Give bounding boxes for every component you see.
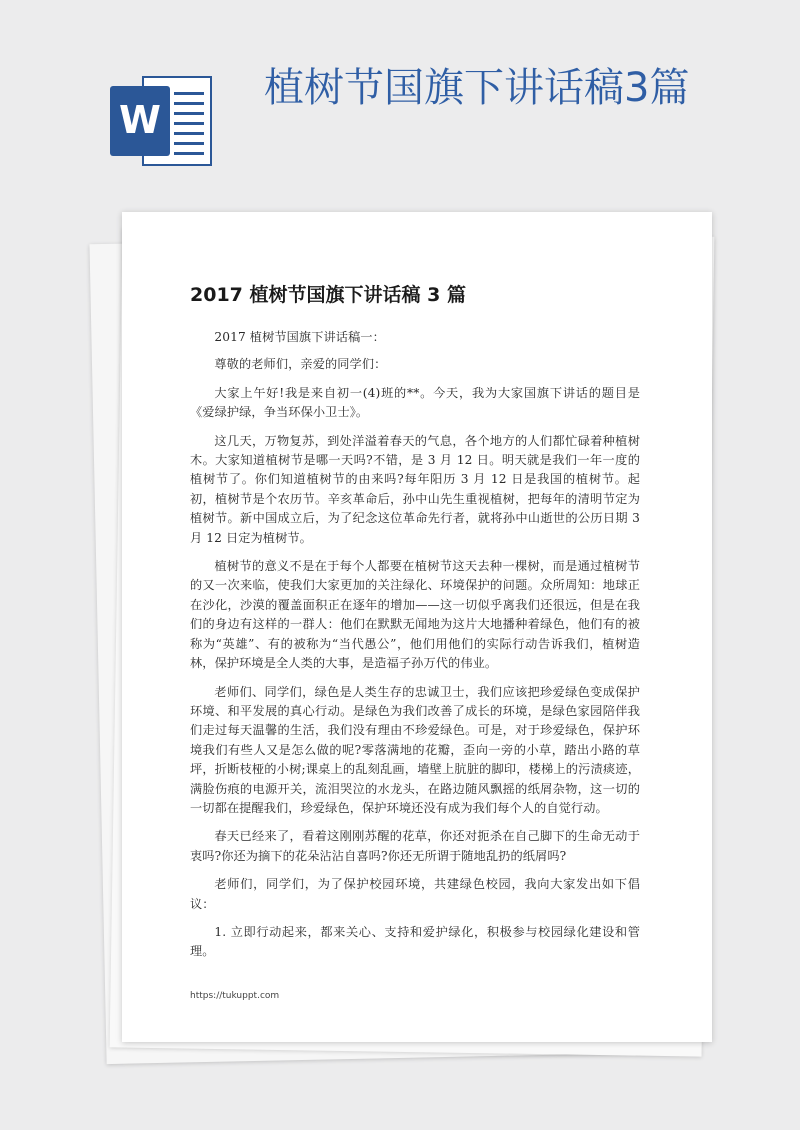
header bbox=[0, 0, 800, 200]
word-logo-letter: W bbox=[119, 98, 161, 142]
paragraph: 这几天，万物复苏，到处洋溢着春天的气息，各个地方的人们都忙碌着种植树木。大家知道植树节是哪一天吗?不错，是 3 月 12 日。明天就是我们一年一度的植树节了。你们知道植树节的由来吗?每年阳历 3 月 12 日是我国的植树节。起初，植树节是个农历节。辛亥革命后，孙中山先生重视植树，把每年的清明节定为植树节。新中国成立后，为了纪念这位革命先行者，就将孙中山逝世的公历日期 3 月 12 日定为植树节。 bbox=[190, 433, 640, 545]
document-body bbox=[190, 328, 640, 971]
paragraph: 1. 立即行动起来，都来关心、支持和爱护绿化，积极参与校园绿化建设和管理。 bbox=[190, 924, 640, 959]
paragraph: 老师们、同学们，绿色是人类生存的忠诚卫士，我们应该把珍爱绿色变成保护环境、和平发展的真心行动。是绿色为我们改善了成长的环境，是绿色家园陪伴我们走过每天温馨的生活，我们没有理由不珍爱绿色。可是，对于珍爱绿色，保护环境我们有些人又是怎么做的呢?零落满地的花瓣，歪向一旁的小草，踏出小路的草坪，折断枝桠的小树;课桌上的乱刻乱画，墙壁上肮脏的脚印，楼梯上的污渍痰迹，满脸伤痕的电源开关，流泪哭泣的水龙头，在路边随风飘摇的纸屑杂物，这一切的一切都在提醒我们，珍爱绿色，保护环境还没有成为我们每个人的自觉行动。 bbox=[190, 684, 640, 815]
paragraph: 春天已经来了，看着这刚刚苏醒的花草，你还对扼杀在自己脚下的生命无动于衷吗?你还为摘下的花朵沾沾自喜吗?你还无所谓于随地乱扔的纸屑吗? bbox=[190, 829, 640, 863]
paragraph: 植树节的意义不是在于每个人都要在植树节这天去种一棵树，而是通过植树节的又一次来临，使我们大家更加的关注绿化、环境保护的问题。众所周知：地球正在沙化，沙漠的覆盖面积正在逐年的增加——这一切似乎离我们还很远，但是在我们的身边有这样的一群人：他们在默默无闻地为这片大地播种着绿色，他们有的被称为“英雄”、有的被称为“当代愚公”，他们用他们的实际行动告诉我们，植树造林，保护环境是全人类的大事，是造福子孙万代的伟业。 bbox=[190, 559, 640, 671]
word-document-icon bbox=[110, 68, 214, 172]
word-badge bbox=[110, 86, 170, 156]
document-title: 2017 植树节国旗下讲话稿 3 篇 bbox=[190, 284, 466, 306]
page-title: 植树节国旗下讲话稿3篇 bbox=[264, 65, 690, 111]
paragraph: 大家上午好!我是来自初一(4)班的**。今天，我为大家国旗下讲话的题目是《爱绿护绿，争当环保小卫士》。 bbox=[190, 385, 640, 420]
paragraph: 老师们，同学们，为了保护校园环境，共建绿色校园，我向大家发出如下倡议： bbox=[190, 877, 640, 911]
document-page bbox=[122, 212, 712, 1042]
paragraph: 2017 植树节国旗下讲话稿一： bbox=[214, 330, 385, 344]
footer-url: https://tukuppt.com bbox=[190, 991, 280, 1001]
paragraph: 尊敬的老师们，亲爱的同学们： bbox=[214, 357, 387, 372]
